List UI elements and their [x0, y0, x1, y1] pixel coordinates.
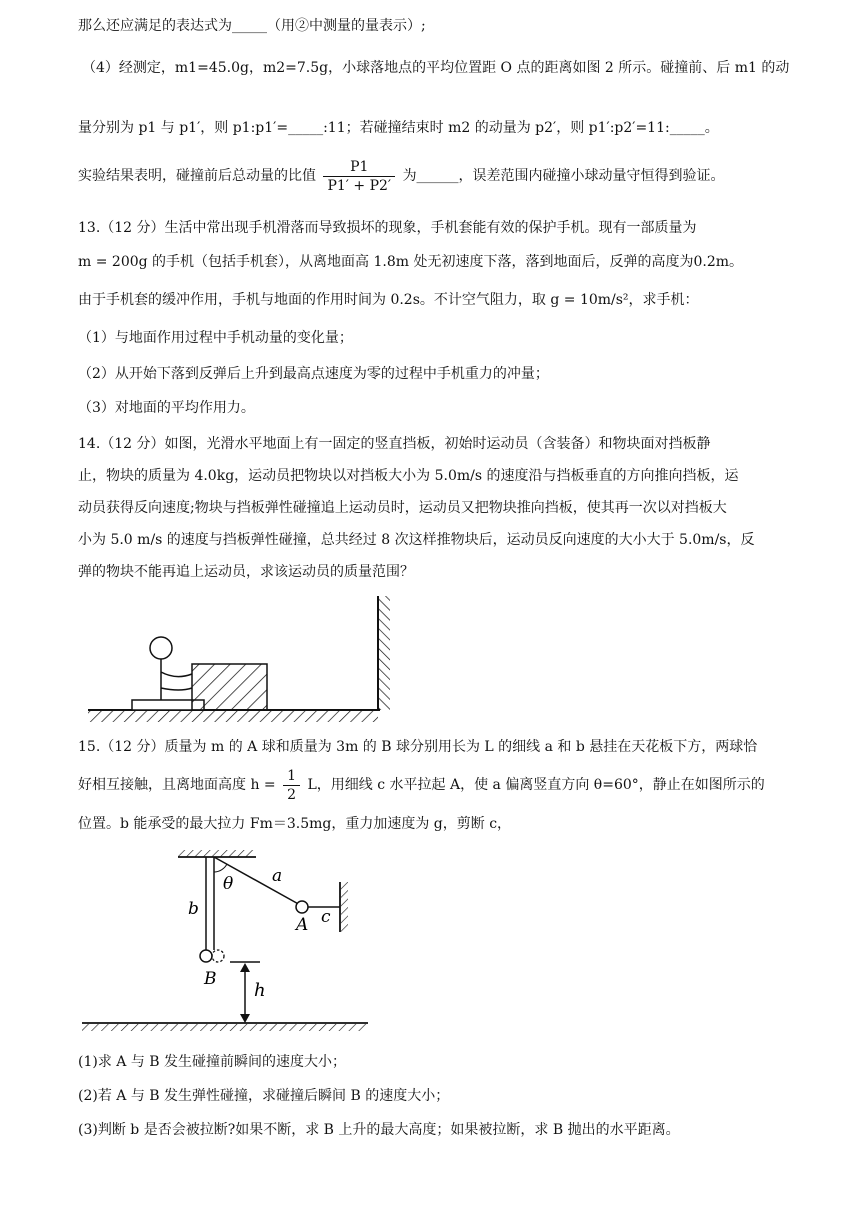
q13-item-2: （2）从开始下落到反弹后上升到最高点速度为零的过程中手机重力的冲量；: [78, 366, 549, 382]
half-fraction: [283, 767, 300, 804]
q14-line-1: 14.（12 分）如图，光滑水平地面上有一固定的竖直挡板，初始时运动员（含装备）和物块面对挡板静: [78, 436, 711, 452]
q13-item-1: （1）与地面作用过程中手机动量的变化量；: [78, 330, 353, 346]
q14-line-4: 小为 5.0 m/s 的速度与挡板弹性碰撞，总共经过 8 次这样推物块后，运动员反向速度的大小大于 5.0m/s，反: [78, 532, 755, 548]
ball-A: [296, 901, 308, 913]
q15-line-2-post: L，用细线 c 水平拉起 A，使 a 偏离竖直方向 θ=60°，静止在如图所示的: [307, 777, 765, 793]
label-A: A: [296, 915, 309, 935]
q12-line-4: [78, 156, 725, 196]
q12-line-4-post: 为______，误差范围内碰撞小球动量守恒得到验证。: [402, 168, 725, 184]
wall-hatch: [379, 596, 390, 710]
q15-line-2-pre: 好相互接触，且离地面高度 h =: [78, 777, 276, 793]
momentum-ratio-fraction: [323, 158, 395, 195]
label-a: a: [272, 866, 283, 886]
ball-A-dashed-position: [212, 950, 224, 962]
half-denominator: 2: [287, 786, 297, 803]
q12-line-1: 那么还应满足的表达式为_____（用②中测量的量表示）;: [78, 18, 426, 34]
theta-label: θ: [223, 874, 234, 894]
q15-line-2: [78, 764, 765, 806]
right-wall-hatch: [341, 882, 348, 932]
q13-line-2: m = 200g 的手机（包括手机套），从离地面高 1.8m 处无初速度下落，落到地面后，反弹的高度为0.2m。: [78, 254, 744, 270]
athlete-head: [150, 637, 172, 659]
q13-item-3: （3）对地面的平均作用力。: [78, 400, 255, 416]
ceiling-hatch: [178, 850, 254, 857]
q12-line-4-pre: 实验结果表明，碰撞前后总动量的比值: [78, 168, 316, 184]
label-b: b: [188, 899, 199, 919]
height-arrow-down: [240, 1014, 250, 1023]
height-arrow-up: [240, 963, 250, 972]
theta-arc: [214, 864, 227, 872]
ground-hatch: [82, 1024, 368, 1031]
ball-B: [200, 950, 212, 962]
q12-line-2: （4）经测定，m1=45.0g，m2=7.5g，小球落地点的平均位置距 O 点的距离如图 2 所示。碰撞前、后 m1 的动: [82, 60, 790, 76]
athlete-body: [161, 659, 192, 700]
label-c: c: [321, 907, 331, 927]
fraction-denominator: P1′ + P2′: [327, 177, 392, 194]
q15-item-2: (2)若 A 与 B 发生弹性碰撞，求碰撞后瞬间 B 的速度大小；: [78, 1088, 450, 1104]
half-numerator: 1: [283, 767, 300, 786]
q15-item-1: (1)求 A 与 B 发生碰撞前瞬间的速度大小；: [78, 1054, 347, 1070]
q15-line-1: 15.（12 分）质量为 m 的 A 球和质量为 3m 的 B 球分别用长为 L 的细线 a 和 b 悬挂在天花板下方，两球恰: [78, 739, 758, 755]
push-block: [192, 664, 267, 710]
q14-line-5: 弹的物块不能再追上运动员，求该运动员的质量范围？: [78, 564, 414, 580]
q14-line-2: 止，物块的质量为 4.0kg，运动员把物块以对挡板大小为 5.0m/s 的速度沿与挡板垂直的方向推向挡板，运: [78, 468, 739, 484]
q12-line-3: 量分别为 p1 与 p1′，则 p1:p1′=_____:11；若碰撞结束时 m2 的动量为 p2′，则 p1′:p2′=11:_____。: [78, 120, 719, 136]
fraction-numerator: P1: [323, 158, 395, 177]
q14-figure: [84, 592, 404, 727]
q15-figure: [78, 846, 378, 1038]
label-h: h: [254, 980, 266, 1001]
floor-hatch: [88, 710, 378, 722]
q13-line-3: 由于手机套的缓冲作用，手机与地面的作用时间为 0.2s。不计空气阻力，取 g = 10m/s²，求手机：: [78, 292, 699, 308]
q13-line-1: 13.（12 分）生活中常出现手机滑落而导致损坏的现象，手机套能有效的保护手机。现有一部质量为: [78, 220, 697, 236]
q15-line-3: 位置。b 能承受的最大拉力 Fm＝3.5mg，重力加速度为 g，剪断 c，: [78, 816, 512, 832]
label-B: B: [204, 969, 217, 989]
q14-line-3: 动员获得反向速度;物块与挡板弹性碰撞追上运动员时，运动员又把物块推向挡板，使其再一次以对挡板大: [78, 500, 727, 516]
q15-item-3: (3)判断 b 是否会被拉断?如果不断，求 B 上升的最大高度；如果被拉断，求 B 抛出的水平距离。: [78, 1122, 680, 1138]
